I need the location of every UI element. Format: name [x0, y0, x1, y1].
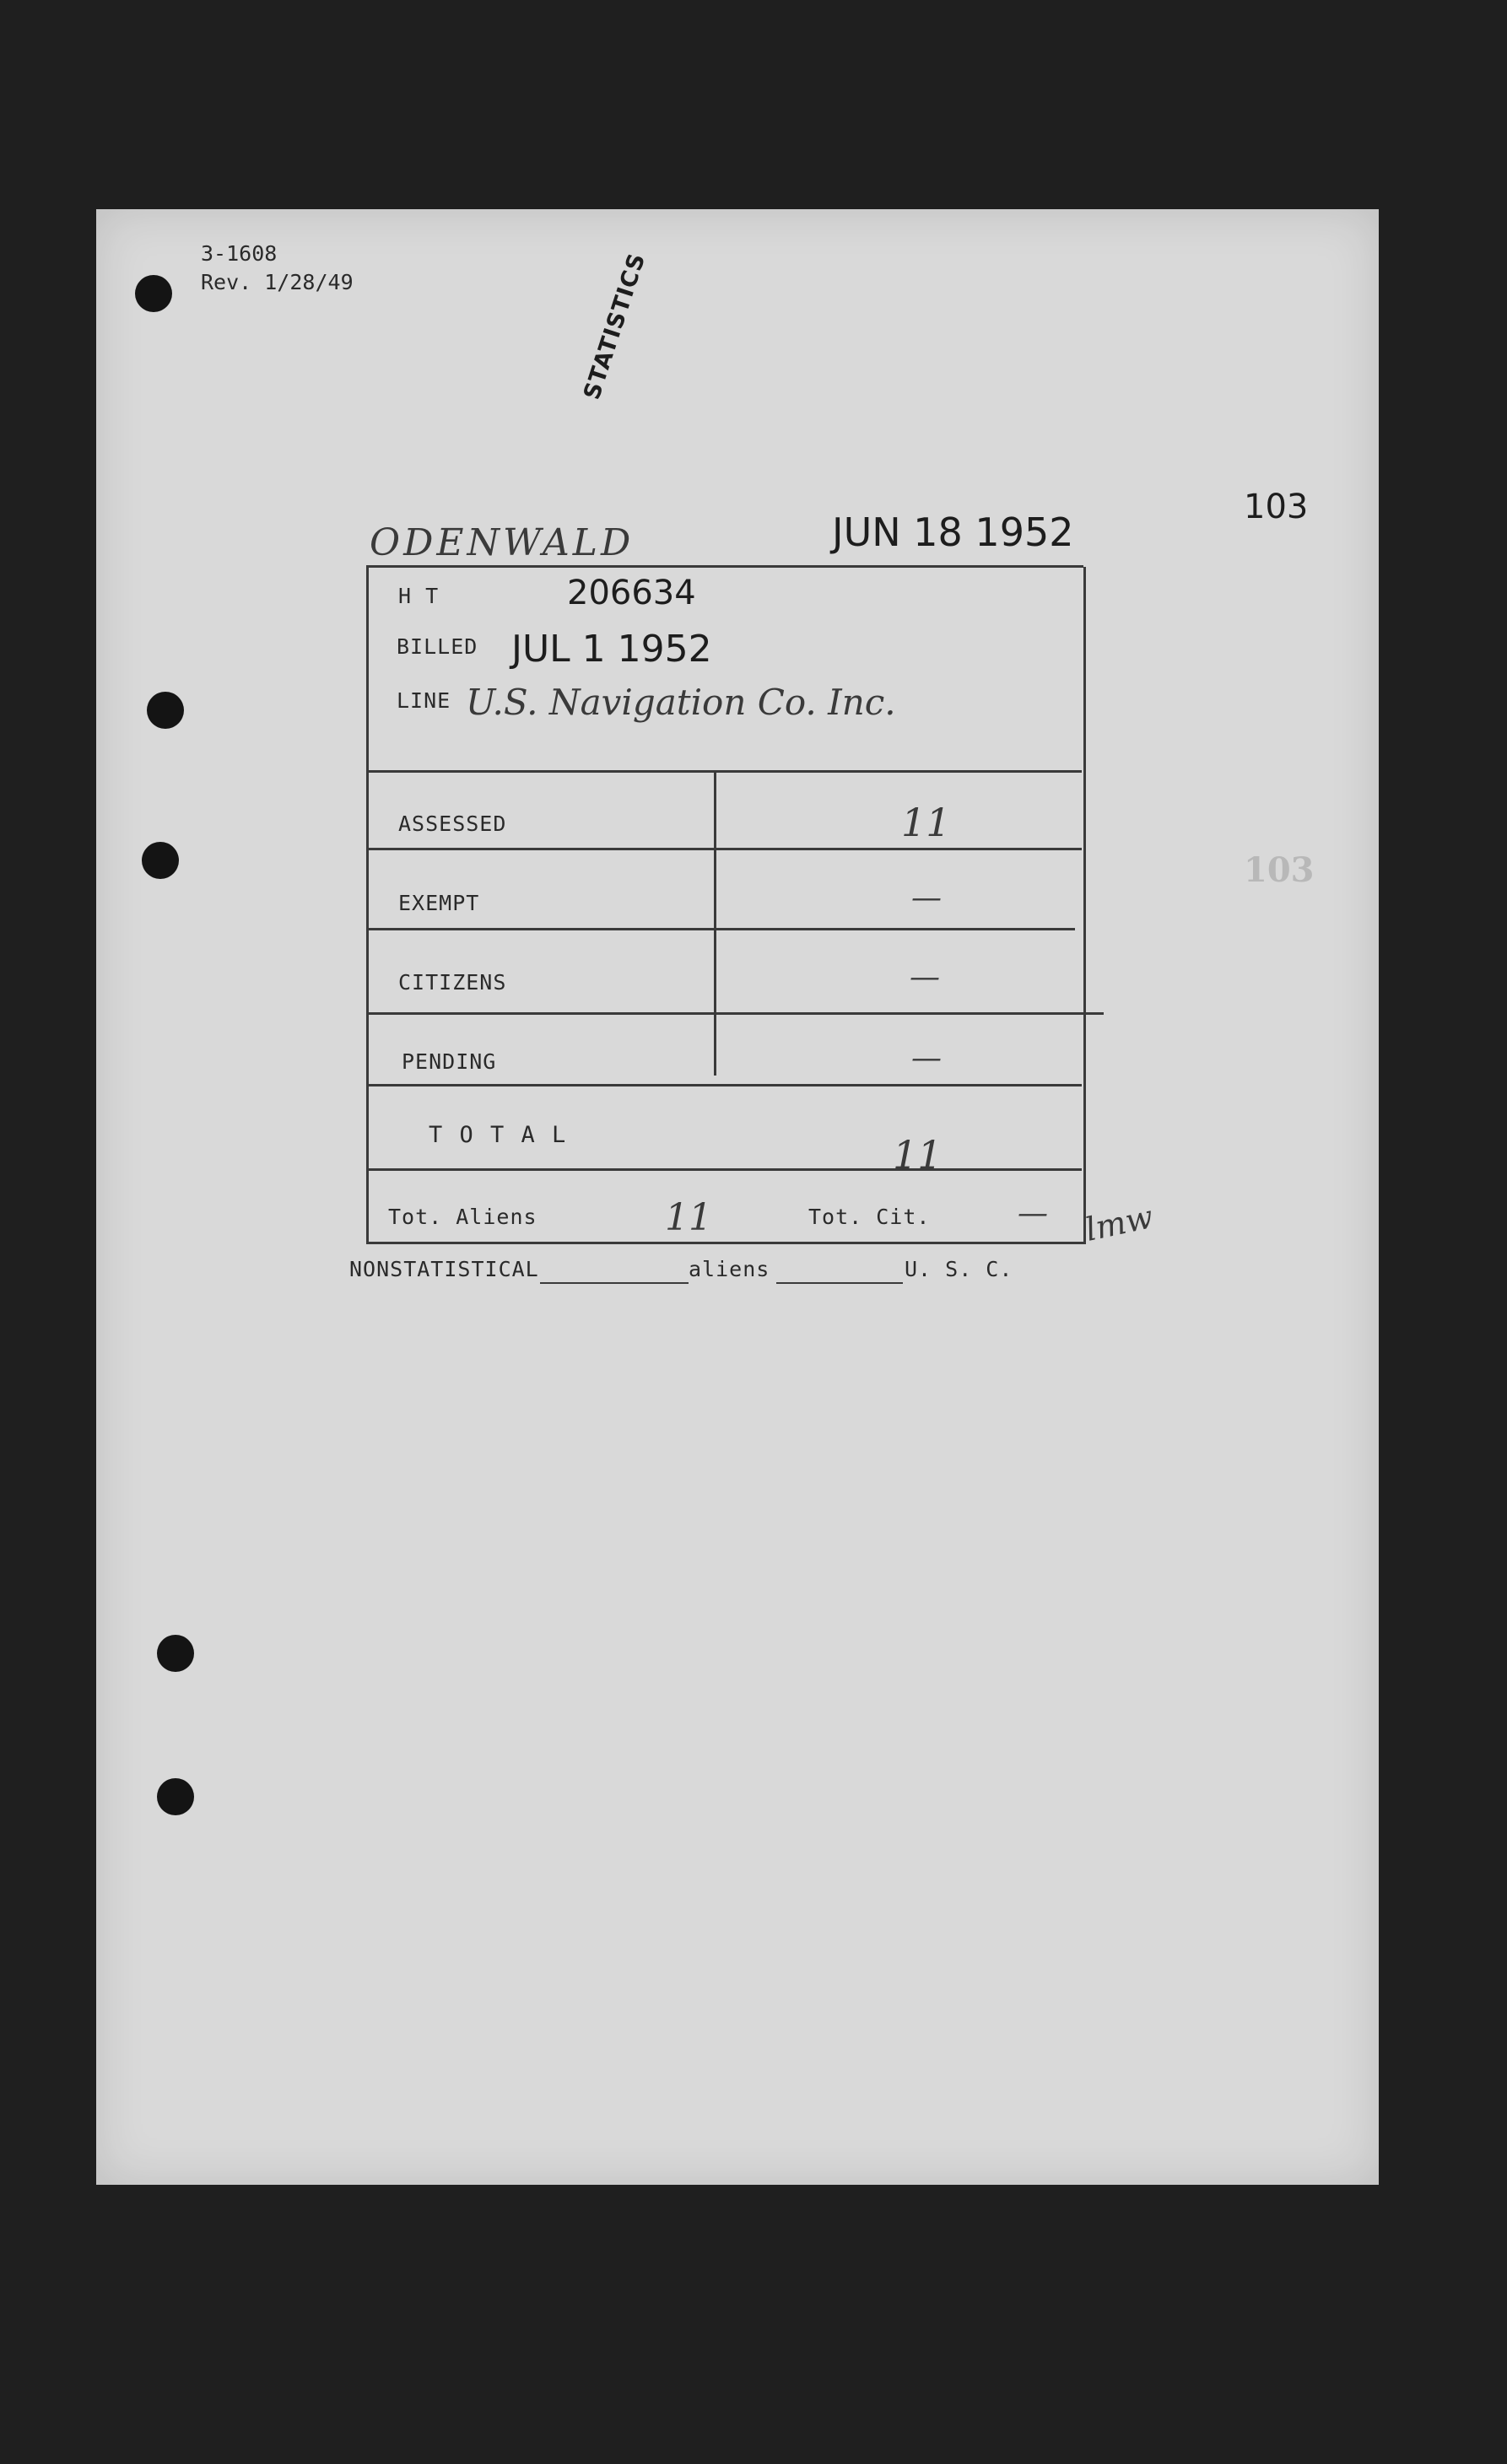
- row-label-assessed: ASSESSED: [398, 811, 507, 836]
- date-stamp: JUN 18 1952: [832, 510, 1074, 555]
- page-number-faint: 103: [1244, 850, 1315, 890]
- rule: [366, 1168, 1082, 1171]
- row-value-pending: —: [911, 1041, 942, 1076]
- billed-label: BILLED: [397, 634, 478, 659]
- ht-number: 206634: [567, 574, 696, 612]
- ship-name: ODENWALD: [370, 521, 635, 564]
- row-label-citizens: CITIZENS: [398, 970, 507, 995]
- initials: lmw: [1082, 1198, 1157, 1248]
- rule: [366, 928, 1075, 930]
- line-label: LINE: [397, 688, 451, 713]
- row-label-exempt: EXEMPT: [398, 891, 480, 915]
- tot-cit-label: Tot. Cit.: [808, 1205, 931, 1229]
- binder-hole: [135, 275, 172, 312]
- aliens-label: aliens: [689, 1257, 770, 1281]
- rule: [366, 1084, 1082, 1086]
- blank-line: [540, 1282, 689, 1284]
- column-divider: [714, 770, 716, 1076]
- binder-hole: [147, 692, 184, 729]
- rule: [366, 1012, 1104, 1015]
- tot-cit-value: —: [1018, 1196, 1048, 1231]
- nonstatistical-label: NONSTATISTICAL: [349, 1257, 539, 1281]
- form-number: 3-1608: [201, 241, 278, 266]
- line-value: U.S. Navigation Co. Inc.: [466, 682, 896, 723]
- page-number: 103: [1244, 488, 1309, 526]
- blank-line: [776, 1282, 903, 1284]
- row-value-exempt: —: [911, 881, 942, 915]
- billed-date: JUL 1 1952: [511, 628, 712, 671]
- form-revision: Rev. 1/28/49: [201, 270, 354, 294]
- binder-hole: [142, 842, 179, 879]
- rule: [366, 848, 1082, 850]
- binder-hole: [157, 1635, 194, 1672]
- tot-aliens-label: Tot. Aliens: [388, 1205, 537, 1229]
- row-value-assessed: 11: [901, 800, 951, 845]
- row-label-pending: PENDING: [402, 1049, 497, 1074]
- tot-aliens-value: 11: [665, 1196, 712, 1239]
- statistics-stamp: STATISTICS: [579, 250, 651, 403]
- rule: [366, 770, 1082, 773]
- ht-label: H T: [398, 584, 440, 608]
- usc-label: U. S. C.: [905, 1257, 1013, 1281]
- total-value: 11: [893, 1132, 943, 1178]
- row-value-citizens: —: [910, 960, 940, 995]
- binder-hole: [157, 1778, 194, 1815]
- total-label: T O T A L: [429, 1122, 568, 1148]
